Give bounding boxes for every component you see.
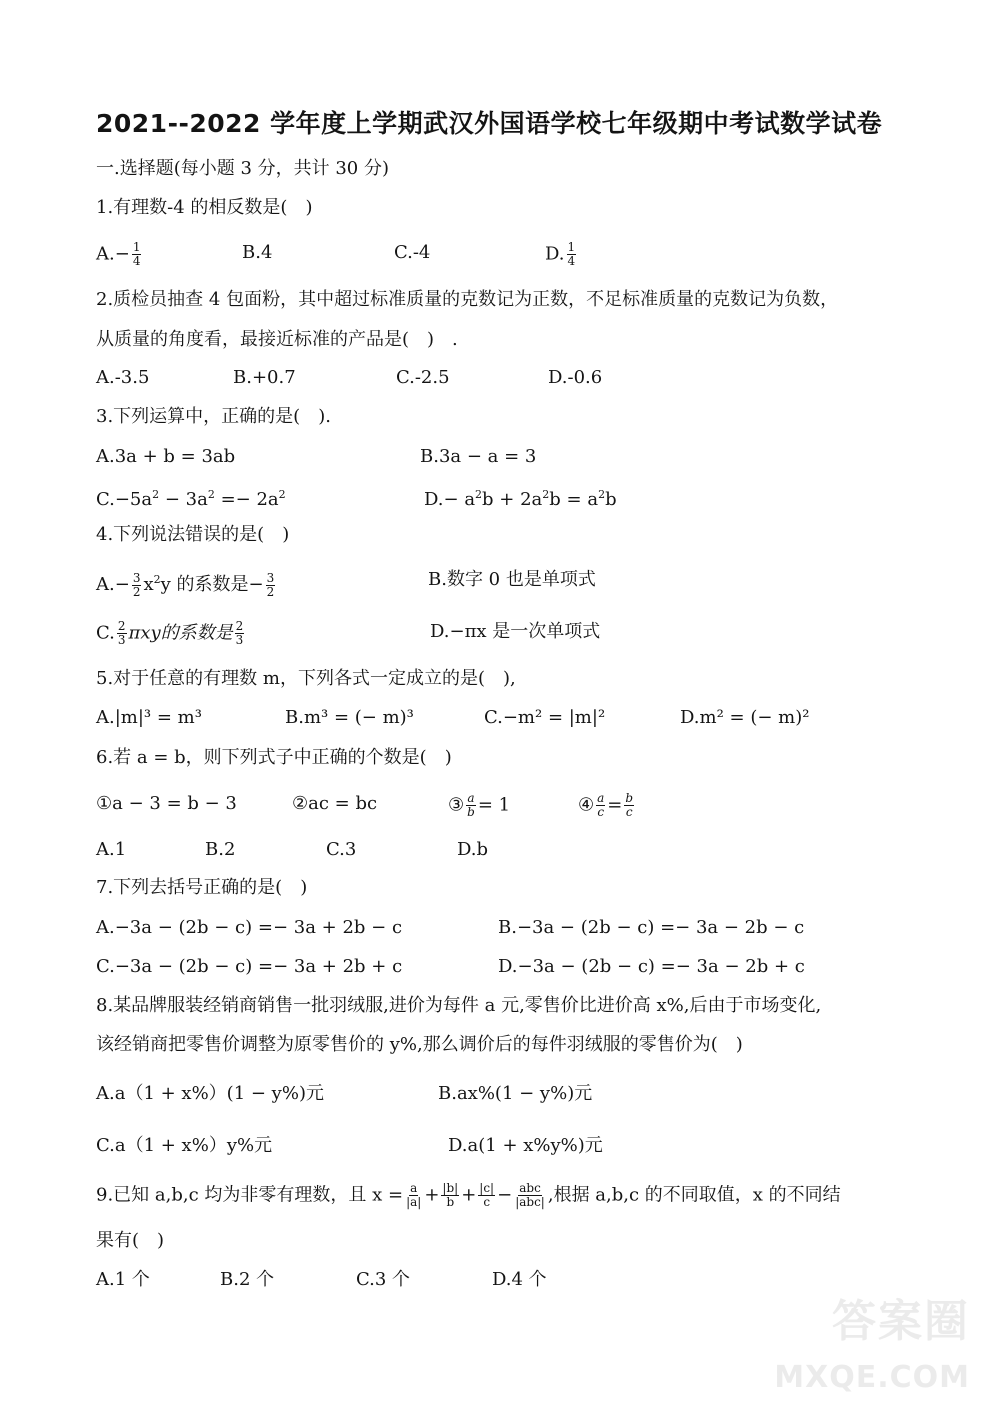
- question-2-option-d: D.-0.6: [548, 367, 603, 388]
- question-5-option-c: C.−m² = |m|²: [484, 707, 606, 728]
- question-2-stem-line-1: 2.质检员抽查 4 包面粉，其中超过标准质量的克数记为正数，不足标准质量的克数记为负数，: [96, 289, 839, 310]
- question-6-item-4: ④ $\frac{a}{c}$ = $\frac{b}{c}$: [578, 791, 634, 819]
- question-6-stem: 6.若 a = b，则下列式子中正确的个数是( ): [96, 747, 452, 768]
- page-title: 2021--2022 学年度上学期武汉外国语学校七年级期中考试数学试卷: [96, 109, 883, 138]
- question-2-option-a: A.-3.5: [96, 367, 150, 388]
- question-6-item-1: ①a − 3 = b − 3: [96, 793, 237, 814]
- question-4-option-a: A.− $\frac{3}{2}$ $x^2y$ 的系数是− $\frac{3}{2}$: [96, 570, 275, 599]
- question-6-option-c: C.3: [326, 839, 357, 860]
- question-7-option-c: C.−3a − (2b − c) =− 3a + 2b + c: [96, 956, 403, 977]
- section-heading: 一.选择题(每小题 3 分，共计 30 分): [96, 158, 390, 179]
- question-9-option-d: D.4 个: [492, 1269, 547, 1290]
- question-4-option-b: B.数字 0 也是单项式: [428, 569, 596, 590]
- question-6-item-2: ②ac = bc: [292, 793, 378, 814]
- question-4-option-c: C. $\frac{2}{3}$ πxy的系数是 $\frac{2}{3}$: [96, 619, 244, 647]
- question-9-option-b: B.2 个: [220, 1269, 275, 1290]
- question-9-option-c: C.3 个: [356, 1269, 411, 1290]
- question-5-stem: 5.对于任意的有理数 m，下列各式一定成立的是( ),: [96, 668, 516, 689]
- question-3-option-b: B.3a − a = 3: [420, 446, 537, 467]
- question-9-stem-line-2: 果有( ): [96, 1230, 165, 1251]
- watermark: [770, 1285, 970, 1395]
- question-7-option-a: A.−3a − (2b − c) =− 3a + 2b − c: [96, 917, 403, 938]
- question-5-option-b: B.m³ = (− m)³: [285, 707, 414, 728]
- question-6-option-d: D.b: [457, 839, 489, 860]
- question-1-option-a: A.− $\frac{1}{4}$: [96, 240, 141, 268]
- question-7-stem: 7.下列去括号正确的是( ): [96, 877, 308, 898]
- question-6-option-a: A.1: [96, 839, 127, 860]
- question-5-option-a: A.|m|³ = m³: [96, 707, 202, 728]
- question-2-option-b: B.+0.7: [233, 367, 296, 388]
- question-3-stem: 3.下列运算中，正确的是( ).: [96, 406, 331, 427]
- question-7-option-d: D.−3a − (2b − c) =− 3a − 2b + c: [498, 956, 805, 977]
- question-7-option-b: B.−3a − (2b − c) =− 3a − 2b − c: [498, 917, 805, 938]
- question-2-stem-line-2: 从质量的角度看，最接近标准的产品是( ) .: [96, 329, 458, 350]
- question-9-option-a: A.1 个: [96, 1269, 150, 1290]
- question-1-option-b: B.4: [242, 242, 273, 263]
- question-8-option-a: A.a（1 + x%）(1 − y%)元: [96, 1083, 324, 1104]
- question-1-option-d: D. $\frac{1}{4}$: [545, 240, 576, 268]
- question-9-stem-line-1: 9.已知 a,b,c 均为非零有理数，且 x = $\frac{a}{|a|}$ + $\frac{|b|}{b}$ + $\frac{|c|}{c}$ − $\frac{\text{abc}}{\text{|abc|}}$ ,根据 a,b,c 的不同取值，x 的不同结: [96, 1181, 841, 1209]
- question-8-option-d: D.a(1 + x%y%)元: [448, 1135, 603, 1156]
- question-4-option-d: D.−πx 是一次单项式: [430, 621, 601, 642]
- watermark-text-top: 答案圈: [832, 1296, 970, 1347]
- question-2-option-c: C.-2.5: [396, 367, 450, 388]
- question-3-option-a: A.3a + b = 3ab: [96, 446, 236, 467]
- question-8-option-b: B.ax%(1 − y%)元: [438, 1083, 593, 1104]
- watermark-text-bottom: MXQE.COM: [774, 1360, 970, 1395]
- question-8-option-c: C.a（1 + x%）y%元: [96, 1135, 273, 1156]
- question-6-option-b: B.2: [205, 839, 236, 860]
- question-1-stem: 1.有理数-4 的相反数是( ): [96, 197, 313, 218]
- question-4-stem: 4.下列说法错误的是( ): [96, 524, 290, 545]
- question-8-stem-line-1: 8.某品牌服装经销商销售一批羽绒服,进价为每件 a 元,零售价比进价高 x%,后由于市场变化,: [96, 995, 822, 1016]
- question-3-option-d: $D.- a^2b + 2a^2b = a^2b$: [424, 488, 617, 510]
- question-5-option-d: D.m² = (− m)²: [680, 707, 810, 728]
- question-3-option-c: $C.-5a^2 - 3a^2 =- 2a^2$: [96, 488, 286, 510]
- question-1-option-c: C.-4: [394, 242, 431, 263]
- question-8-stem-line-2: 该经销商把零售价调整为原零售价的 y%,那么调价后的每件羽绒服的零售价为( ): [96, 1034, 743, 1055]
- question-6-item-3: ③ $\frac{a}{b}$ = 1: [448, 791, 511, 819]
